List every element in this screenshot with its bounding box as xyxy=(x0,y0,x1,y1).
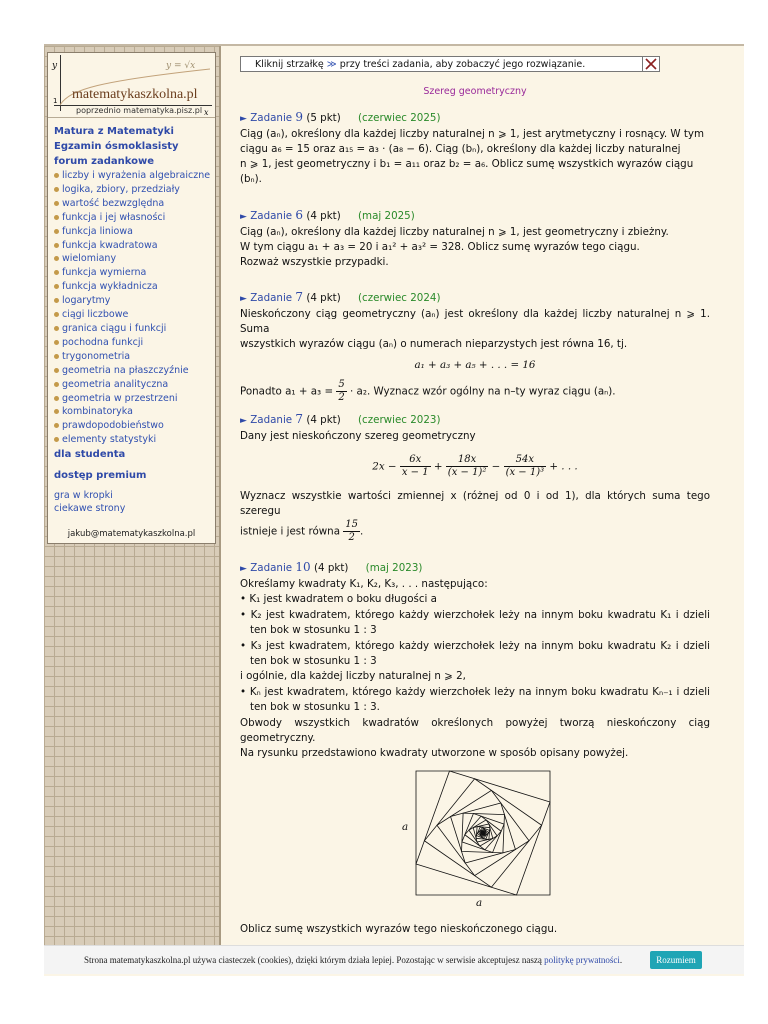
bullet-dot-icon xyxy=(54,396,59,401)
fraction xyxy=(400,454,431,479)
sidebar-topic-item[interactable] xyxy=(54,211,215,225)
square-outline xyxy=(416,771,550,895)
sidebar-topic-label: pochodna funkcji xyxy=(62,336,144,348)
series-formula xyxy=(240,454,710,479)
nav-dla-studenta[interactable]: dla studenta xyxy=(54,449,126,461)
sidebar-topic-label: geometria analityczna xyxy=(62,378,169,390)
task-bullet: • K₂ jest kwadratem, którego każdy wierzchołek leży na innym boku kwadratu K₁ i dzieli ten bok w stosunku 1 : 3 xyxy=(240,608,710,637)
hint-text-before: Kliknij strzałkę xyxy=(255,59,327,70)
task-line: W tym ciągu a₁ + a₃ = 20 i a₁² + a₃² = 328. Oblicz sumę wyrazów tego ciągu. xyxy=(240,241,640,253)
hint-bar xyxy=(240,56,660,72)
fraction xyxy=(343,519,360,544)
nav-premium[interactable]: dostęp premium xyxy=(54,470,147,482)
fraction-numerator: 6x xyxy=(400,454,431,467)
sidebar-topic-item[interactable] xyxy=(54,405,215,419)
fraction-numerator: 15 xyxy=(345,519,359,530)
sidebar-topic-item[interactable] xyxy=(54,336,215,350)
task-line: Na rysunku przedstawiono kwadraty utworzone w sposób opisany powyżej. xyxy=(240,747,629,760)
sidebar-topic-label: ciągi liczbowe xyxy=(62,309,129,321)
task-bullet: • Kₙ jest kwadratem, którego każdy wierzchołek leży na innym boku kwadratu Kₙ₋₁ i dzieli ten bok w stosunku 1 : 3. xyxy=(240,685,710,714)
task-header[interactable] xyxy=(240,290,710,307)
sidebar-topic-label: prawdopodobieństwo xyxy=(62,420,164,432)
close-icon xyxy=(643,57,659,71)
nav-matura[interactable]: Matura z Matematyki xyxy=(54,126,174,137)
task-body xyxy=(240,307,710,404)
fraction xyxy=(504,454,547,479)
bullet-dot-icon xyxy=(54,340,59,345)
play-triangle-icon[interactable]: ► xyxy=(240,564,247,574)
sidebar-topic-label: elementy statystyki xyxy=(62,434,157,446)
bullet-dot-icon xyxy=(54,423,59,428)
square-outline xyxy=(469,820,497,846)
logo-previous-name: poprzednio matematyka.pisz.pl xyxy=(76,106,203,115)
square-outline xyxy=(416,771,550,895)
sidebar-topic-label: funkcja kwadratowa xyxy=(62,239,158,251)
task-header[interactable] xyxy=(240,110,710,127)
bullet-dot-icon xyxy=(54,201,59,206)
task-line: Dany jest nieskończony szereg geometryczny xyxy=(240,430,476,442)
page-title: Szereg geometryczny xyxy=(423,86,527,97)
cookie-bar xyxy=(44,945,744,974)
nav-egzamin[interactable]: Egzamin ósmoklasisty xyxy=(54,141,179,152)
cookie-text xyxy=(84,946,622,974)
sidebar-topic-item[interactable] xyxy=(54,322,215,336)
bullet-dot-icon xyxy=(54,312,59,317)
logo-site-name[interactable]: matematykaszkolna.pl xyxy=(72,87,198,102)
sidebar-topic-label: funkcja wykładnicza xyxy=(62,281,158,293)
fraction-denominator: (x − 1)³ xyxy=(505,467,545,478)
square-outline xyxy=(476,827,489,839)
bullet-dot-icon xyxy=(54,368,59,373)
logo-y-label: y xyxy=(52,61,58,71)
close-hint-button[interactable] xyxy=(642,56,660,72)
square-outline xyxy=(437,790,529,875)
series-ellipsis: + . . . xyxy=(549,460,578,473)
bullet-dot-icon xyxy=(54,298,59,303)
sidebar-topic-label: funkcja i jej własności xyxy=(62,211,166,223)
cookie-message: Strona matematykaszkolna.pl używa ciasteczek (cookies), dzięki którym działa lepiej. Pozostając w serwisie akceptujesz naszą xyxy=(84,955,545,965)
task-label[interactable]: Zadanie xyxy=(250,210,293,222)
sidebar-topic-label: wielomiany xyxy=(62,253,117,265)
sidebar-nav xyxy=(48,118,215,539)
fraction-numerator: 54x xyxy=(504,454,547,467)
task-number[interactable]: 9 xyxy=(295,110,304,124)
task-line xyxy=(240,519,710,544)
task-line: Ciąg (aₙ), określony dla każdej liczby naturalnej n ⩾ 1, jest arytmetyczny i rosnący. W tym xyxy=(240,128,705,140)
sidebar-topic-item[interactable] xyxy=(54,378,215,392)
task-header[interactable] xyxy=(240,412,710,429)
sidebar xyxy=(44,46,221,974)
sidebar-topic-item[interactable] xyxy=(54,266,215,280)
bullet-dot-icon xyxy=(54,243,59,248)
task-line: (bₙ). xyxy=(240,173,262,185)
fraction-denominator: (x − 1)² xyxy=(447,467,487,478)
fraction-numerator: 18x xyxy=(446,454,489,467)
bullet-dot-icon xyxy=(54,437,59,442)
task-bullet: • K₃ jest kwadratem, którego każdy wierzchołek leży na innym boku kwadratu K₂ i dzieli ten bok w stosunku 1 : 3 xyxy=(240,639,710,668)
figure-bottom-label: a xyxy=(476,896,483,909)
task-points: (4 pkt) xyxy=(306,210,341,222)
nav-ciekawe-strony[interactable]: ciekawe strony xyxy=(54,503,126,515)
task-bullet: • K₁ jest kwadratem o boku długości a xyxy=(240,593,437,606)
task-line: Nieskończony ciąg geometryczny (aₙ) jest określony dla każdej liczby naturalnej n ⩾ 1. Suma xyxy=(240,308,710,335)
sidebar-topic-label: logika, zbiory, przedziały xyxy=(62,183,180,195)
sidebar-topic-item[interactable] xyxy=(54,419,215,433)
series-operator: + xyxy=(433,460,443,473)
task-line: Obwody wszystkich kwadratów określonych powyżej tworzą nieskończony ciąg geometryczny. xyxy=(240,716,710,745)
bullet-dot-icon xyxy=(54,229,59,234)
sidebar-topic-label: funkcja liniowa xyxy=(62,225,133,237)
sidebar-topic-label: wartość bezwzględna xyxy=(62,197,165,209)
sidebar-topic-label: geometria na płaszczyźnie xyxy=(62,364,189,376)
play-triangle-icon[interactable]: ► xyxy=(240,212,247,222)
bullet-dot-icon xyxy=(54,284,59,289)
task-label[interactable]: Zadanie xyxy=(250,292,293,304)
sidebar-topic-item[interactable] xyxy=(54,239,215,253)
bullet-dot-icon xyxy=(54,326,59,331)
sidebar-topic-label: kombinatoryka xyxy=(62,406,133,418)
series-operator: − xyxy=(491,460,501,473)
task-label[interactable]: Zadanie xyxy=(250,112,293,124)
bullet-dot-icon xyxy=(54,173,59,178)
task-label[interactable]: Zadanie xyxy=(250,414,293,426)
sidebar-topic-item[interactable] xyxy=(54,308,215,322)
bullet-dot-icon xyxy=(54,215,59,220)
privacy-policy-link[interactable]: politykę prywatności xyxy=(544,955,620,965)
task-line: i ogólnie, dla każdej liczby naturalnej n ⩾ 2, xyxy=(240,670,466,683)
task-points: (4 pkt) xyxy=(313,562,349,574)
bullet-dot-icon xyxy=(54,354,59,359)
task-date: (czerwiec 2024) xyxy=(358,292,441,304)
fraction-denominator: 2 xyxy=(348,532,355,543)
task-line: Wyznacz wszystkie wartości zmiennej x (różnej od 0 i od 1), dla których suma tego szeregu xyxy=(240,490,710,517)
bullet-dot-icon xyxy=(54,187,59,192)
square-outline xyxy=(482,832,483,833)
bullet-dot-icon xyxy=(54,382,59,387)
nav-topic-list xyxy=(54,169,215,447)
contact-email[interactable]: jakub@matematykaszkolna.pl xyxy=(67,529,196,540)
sidebar-topic-item[interactable] xyxy=(54,350,215,364)
sidebar-topic-item[interactable] xyxy=(54,392,215,406)
task-4 xyxy=(240,412,710,544)
sidebar-topic-item[interactable] xyxy=(54,183,215,197)
fraction xyxy=(336,379,346,404)
task-header[interactable] xyxy=(240,208,710,225)
sidebar-topic-label: granica ciągu i funkcji xyxy=(62,322,167,334)
fraction-numerator: 5 xyxy=(338,379,345,390)
logo-one-label: 1 xyxy=(53,97,58,105)
task-date: (maj 2023) xyxy=(365,562,423,574)
hint-text-after: przy treści zadania, aby zobaczyć jego rozwiązanie. xyxy=(336,59,586,70)
sidebar-topic-item[interactable] xyxy=(54,364,215,378)
task-text: istnieje i jest równa xyxy=(240,525,344,538)
task-text: · a₂. Wyznacz wzór ogólny na n–ty wyraz ciągu (aₙ). xyxy=(346,385,616,398)
task-label[interactable]: Zadanie xyxy=(250,562,293,574)
task-points: (4 pkt) xyxy=(306,414,341,426)
sidebar-panel xyxy=(47,52,216,544)
sidebar-topic-item[interactable] xyxy=(54,197,215,211)
task-body xyxy=(240,577,710,762)
task-date: (maj 2025) xyxy=(358,210,415,222)
square-outline xyxy=(451,803,516,863)
fraction-denominator: 2 xyxy=(338,392,345,403)
fraction-denominator: x − 1 xyxy=(401,467,429,478)
bullet-dot-icon xyxy=(54,256,59,261)
sidebar-topic-item[interactable] xyxy=(54,169,215,183)
square-outline xyxy=(462,813,505,853)
task-number[interactable]: 7 xyxy=(295,412,304,426)
sidebar-topic-item[interactable] xyxy=(54,433,215,447)
sidebar-topic-label: funkcja wymierna xyxy=(62,267,147,279)
sidebar-topic-item[interactable] xyxy=(54,252,215,266)
sidebar-topic-label: liczby i wyrażenia algebraiczne xyxy=(62,170,211,181)
sidebar-topic-label: geometria w przestrzeni xyxy=(62,392,178,404)
page-frame xyxy=(44,44,744,976)
sidebar-topic-item[interactable] xyxy=(54,294,215,308)
accept-cookies-button[interactable]: Rozumiem xyxy=(650,951,702,969)
task-points: (5 pkt) xyxy=(306,112,341,124)
task-body xyxy=(240,127,710,187)
play-triangle-icon[interactable]: ► xyxy=(240,294,247,304)
task-line xyxy=(240,379,710,404)
double-arrow-icon: ≫ xyxy=(326,59,337,70)
task-line: Rozważ wszystkie przypadki. xyxy=(240,256,389,268)
task-body xyxy=(240,429,710,544)
nav-forum[interactable]: forum zadankowe xyxy=(54,156,155,167)
bullet-dot-icon xyxy=(54,409,59,414)
sidebar-topic-item[interactable] xyxy=(54,225,215,239)
task-3 xyxy=(240,290,710,404)
cookie-message-end: . xyxy=(619,955,623,965)
play-triangle-icon[interactable]: ► xyxy=(240,416,247,426)
task-body xyxy=(240,225,710,270)
task-number[interactable]: 6 xyxy=(295,208,304,222)
figure-side-label: a xyxy=(402,820,409,833)
bullet-dot-icon xyxy=(54,270,59,275)
series-term: 2x − xyxy=(372,460,397,473)
logo-formula: y = √x xyxy=(166,61,196,71)
task-line: wszystkich wyrazów ciągu (aₙ) o numerach nieparzystych jest równa 16, tj. xyxy=(240,338,628,350)
task-line: ciągu a₆ = 15 oraz a₁₅ = a₃ · (a₈ − 6). Ciąg (bₙ), określony dla każdej liczby naturalnej xyxy=(240,143,681,155)
fraction xyxy=(446,454,489,479)
task-5 xyxy=(240,560,710,937)
nav-gra-w-kropki[interactable]: gra w kropki xyxy=(54,490,113,502)
sidebar-topic-label: logarytmy xyxy=(62,295,111,307)
squares-figure xyxy=(240,768,710,910)
logo-x-label: x xyxy=(204,108,209,117)
square-outline xyxy=(424,779,541,888)
task-1 xyxy=(240,110,710,187)
task-2 xyxy=(240,208,710,270)
sidebar-topic-label: trygonometria xyxy=(62,350,131,362)
task-header[interactable] xyxy=(240,560,710,577)
task-number[interactable]: 7 xyxy=(295,290,304,304)
task-text: . xyxy=(360,525,364,538)
task-formula: a₁ + a₃ + a₅ + . . . = 16 xyxy=(414,359,536,371)
nested-squares-drawing xyxy=(413,768,553,898)
task-line: Oblicz sumę wszystkich wyrazów tego nieskończonego ciągu. xyxy=(240,922,558,935)
task-date: (czerwiec 2023) xyxy=(358,414,441,426)
task-line: Ciąg (aₙ), określony dla każdej liczby naturalnej n ⩾ 1, jest geometryczny i zbieżny. xyxy=(240,226,669,238)
square-outline xyxy=(473,824,493,842)
task-line: n ⩾ 1, jest geometryczny i b₁ = a₁₁ oraz b₂ = a₆. Oblicz sumę wszystkich wyrazów ciągu xyxy=(240,158,694,170)
task-text: Ponadto a₁ + a₃ = xyxy=(240,385,337,398)
sidebar-topic-item[interactable] xyxy=(54,280,215,294)
task-points: (4 pkt) xyxy=(306,292,341,304)
square-outline xyxy=(462,813,504,852)
task-date: (czerwiec 2025) xyxy=(358,112,441,124)
play-triangle-icon[interactable]: ► xyxy=(240,114,247,124)
task-number[interactable]: 10 xyxy=(295,560,311,574)
task-line: Określamy kwadraty K₁, K₂, K₃, . . . następująco: xyxy=(240,578,488,590)
site-logo[interactable] xyxy=(48,53,215,118)
